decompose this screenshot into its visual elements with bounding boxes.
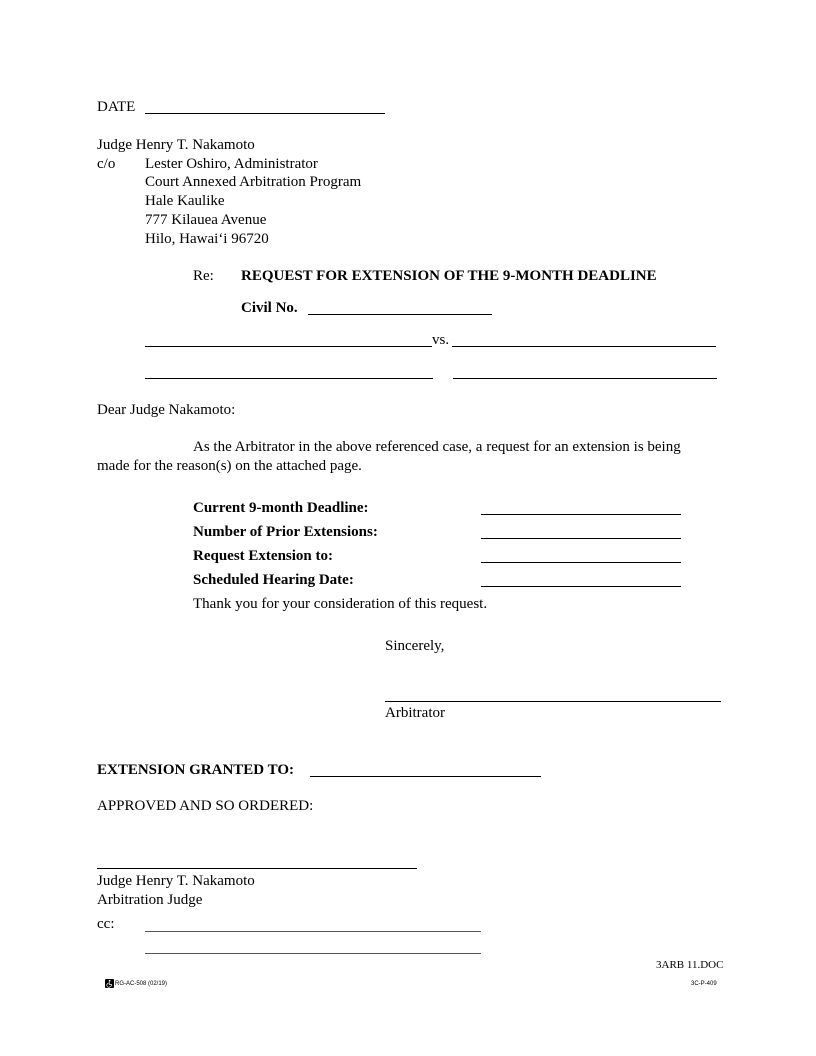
wheelchair-accessibility-icon — [105, 979, 114, 988]
civil-no-field[interactable] — [308, 314, 492, 315]
re-subject: REQUEST FOR EXTENSION OF THE 9-MONTH DEADLINE — [241, 268, 657, 284]
date-label: DATE — [97, 99, 136, 115]
current-deadline-field[interactable] — [481, 514, 681, 515]
sincerely-text: Sincerely, — [385, 638, 445, 654]
judge-signature-line[interactable] — [97, 868, 417, 869]
request-extension-field[interactable] — [481, 562, 681, 563]
form-number: 3C-P-409 — [691, 981, 717, 987]
plaintiff-field-2[interactable] — [145, 378, 433, 379]
thank-you-text: Thank you for your consideration of this request. — [193, 596, 488, 612]
address-line: 777 Kilauea Avenue — [145, 212, 267, 228]
addressee-name: Judge Henry T. Nakamoto — [97, 137, 255, 153]
salutation: Dear Judge Nakamoto: — [97, 402, 236, 418]
judge-name: Judge Henry T. Nakamoto — [97, 873, 255, 889]
address-line: Lester Oshiro, Administrator — [145, 156, 318, 172]
form-code: RG-AC-508 (02/19) — [115, 981, 168, 987]
approved-label: APPROVED AND SO ORDERED: — [97, 798, 314, 814]
arbitrator-signature-line[interactable] — [385, 701, 721, 702]
prior-extensions-field[interactable] — [481, 538, 681, 539]
field-label-hearing-date: Scheduled Hearing Date: — [193, 572, 354, 588]
care-of-label: c/o — [97, 156, 116, 172]
address-line: Court Annexed Arbitration Program — [145, 174, 362, 190]
defendant-field[interactable] — [452, 346, 716, 347]
address-line: Hilo, Hawai‘i 96720 — [145, 231, 269, 247]
extension-granted-field[interactable] — [310, 776, 541, 777]
hearing-date-field[interactable] — [481, 586, 681, 587]
paragraph-line: As the Arbitrator in the above referenced case, a request for an extension is being — [193, 439, 681, 455]
paragraph-line: made for the reason(s) on the attached page. — [97, 458, 362, 474]
field-label-prior-extensions: Number of Prior Extensions: — [193, 524, 378, 540]
vs-label: vs. — [432, 332, 450, 348]
cc-label: cc: — [97, 916, 115, 932]
re-label: Re: — [193, 268, 214, 284]
judge-title: Arbitration Judge — [97, 892, 203, 908]
field-label-current-deadline: Current 9-month Deadline: — [193, 500, 369, 516]
defendant-field-2[interactable] — [453, 378, 717, 379]
address-line: Hale Kaulike — [145, 193, 225, 209]
cc-field-1[interactable] — [145, 931, 481, 932]
plaintiff-field[interactable] — [145, 346, 432, 347]
civil-no-label: Civil No. — [241, 300, 298, 316]
cc-field-2[interactable] — [145, 953, 481, 954]
doc-code: 3ARB 11.DOC — [656, 959, 724, 971]
extension-granted-label: EXTENSION GRANTED TO: — [97, 762, 294, 778]
arbitrator-title: Arbitrator — [385, 705, 445, 721]
field-label-request-extension: Request Extension to: — [193, 548, 334, 564]
date-field[interactable] — [145, 113, 385, 114]
